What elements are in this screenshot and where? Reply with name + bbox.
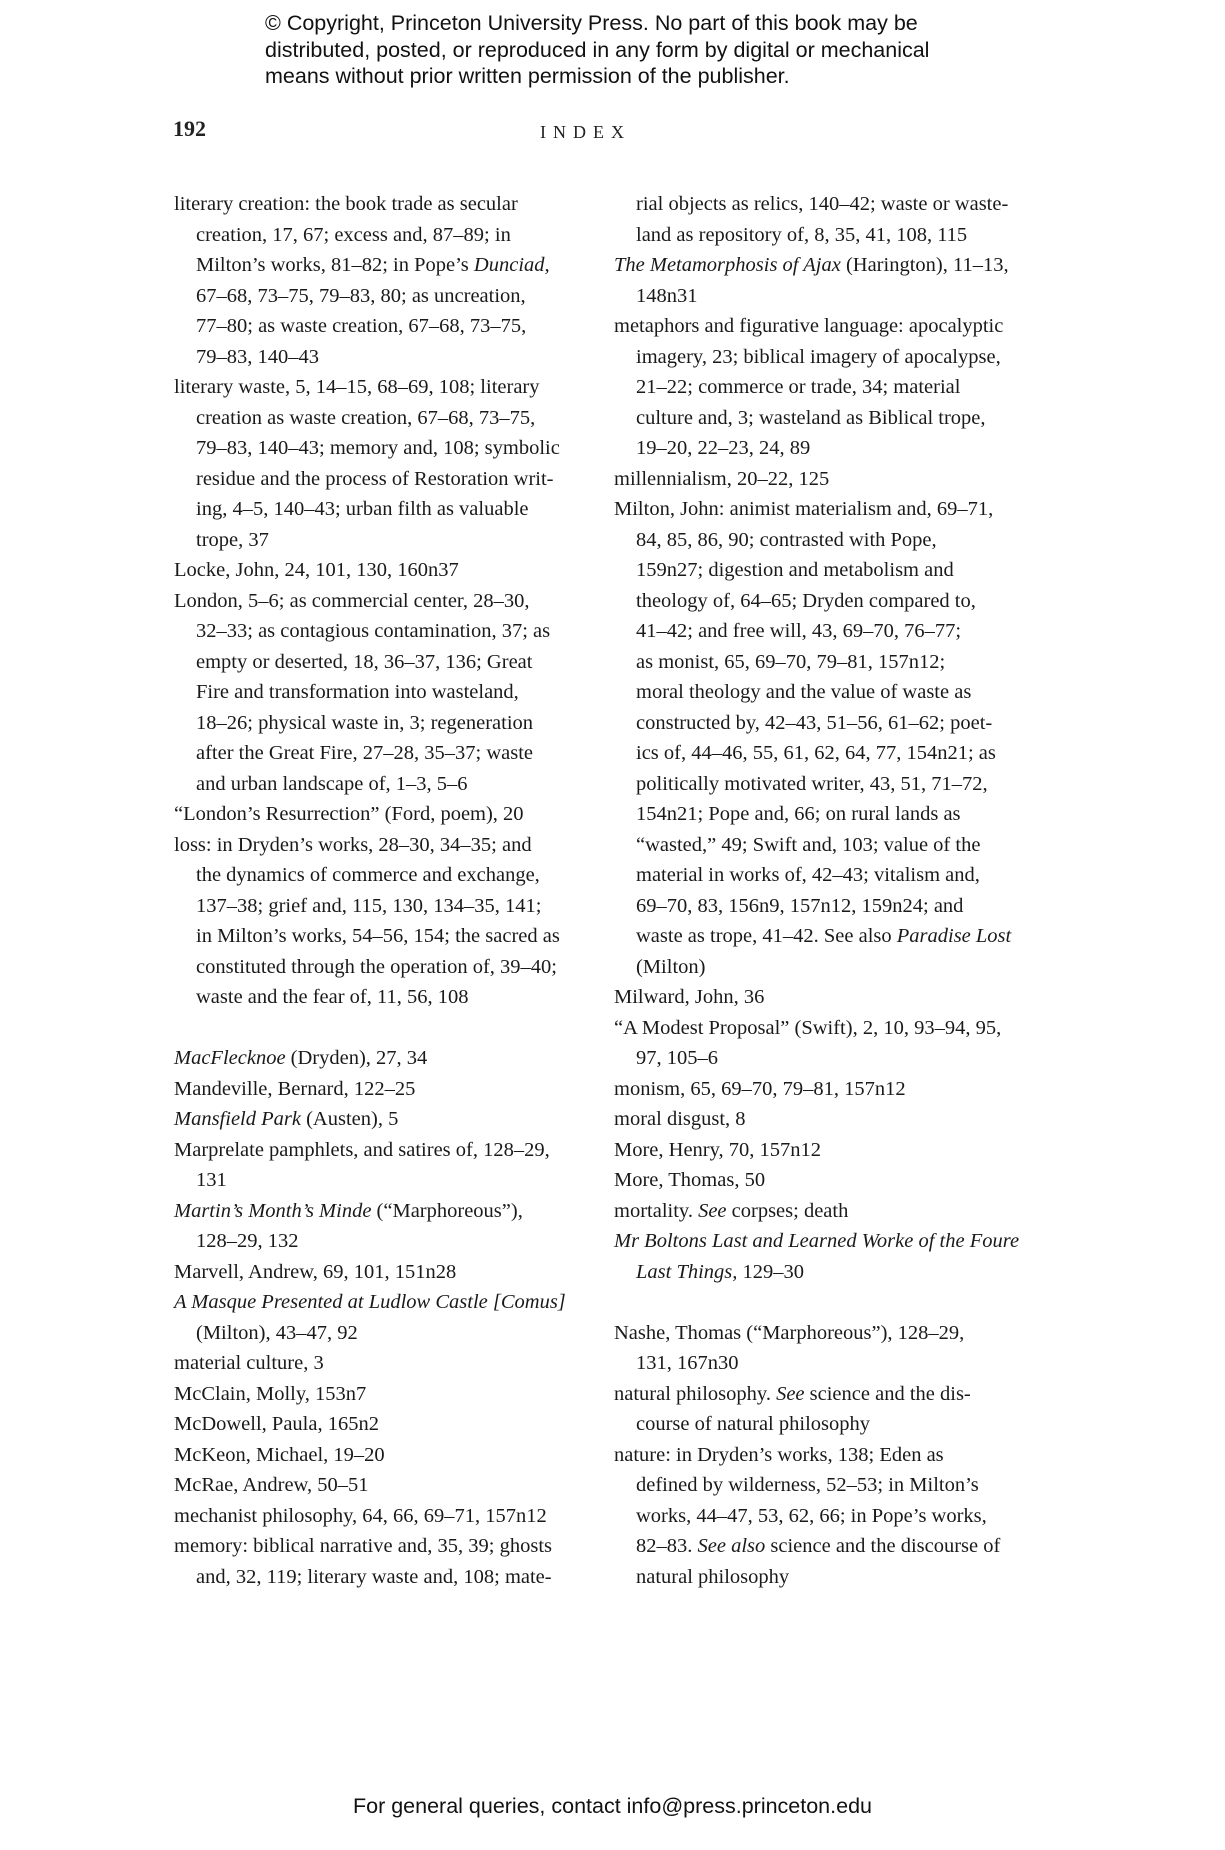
entry-line: McClain, Molly, 153n7 xyxy=(174,1382,367,1405)
entry-line: 128–29, 132 xyxy=(196,1230,299,1252)
entry-line: The Metamorphosis of Ajax (Harington), 11–13, xyxy=(614,254,1009,276)
entry-line: land as repository of, 8, 35, 41, 108, 115 xyxy=(636,223,968,246)
entry-line: and urban landscape of, 1–3, 5–6 xyxy=(196,772,468,795)
entry-line: Martin’s Month’s Minde (“Marphoreous”), xyxy=(174,1199,523,1222)
entry-line: the dynamics of commerce and exchange, xyxy=(196,864,540,886)
see-reference: See xyxy=(698,1199,727,1222)
entry-line: culture and, 3; wasteland as Biblical trope, xyxy=(636,406,986,429)
entry-line: creation, 17, 67; excess and, 87–89; in xyxy=(196,223,511,246)
entry-line: Milton, John: animist materialism and, 69–71, xyxy=(614,498,994,520)
entry-line: London, 5–6; as commercial center, 28–30, xyxy=(174,589,530,612)
see-reference: See also xyxy=(697,1535,766,1557)
entry-line: theology of, 64–65; Dryden compared to, xyxy=(636,589,976,612)
entry-line: 84, 85, 86, 90; contrasted with Pope, xyxy=(636,528,937,551)
index-entry xyxy=(174,189,614,372)
index-entry xyxy=(174,1470,614,1501)
entry-line: monism, 65, 69–70, 79–81, 157n12 xyxy=(614,1077,906,1100)
entry-line: millennialism, 20–22, 125 xyxy=(614,467,830,490)
entry-line: imagery, 23; biblical imagery of apocalypse, xyxy=(636,345,1001,368)
index-entry xyxy=(174,1531,614,1592)
entry-line: Last Things, 129–30 xyxy=(636,1260,805,1283)
entry-line: waste as trope, 41–42. See also Paradise Lost xyxy=(636,925,1012,947)
entry-line: politically motivated writer, 43, 51, 71–72, xyxy=(636,772,988,795)
index-entry-continued xyxy=(614,189,1054,250)
entry-line: constructed by, 42–43, 51–56, 61–62; poet- xyxy=(636,711,993,734)
italic-title: A Masque Presented at Ludlow Castle [Comus] xyxy=(174,1291,566,1313)
entry-line: as monist, 65, 69–70, 79–81, 157n12; xyxy=(636,650,946,673)
index-entry xyxy=(614,1379,1054,1440)
entry-line: waste and the fear of, 11, 56, 108 xyxy=(196,986,469,1008)
entry-line: nature: in Dryden’s works, 138; Eden as xyxy=(614,1443,944,1466)
index-entry xyxy=(174,1348,614,1379)
entry-line: Fire and transformation into wasteland, xyxy=(196,681,519,703)
copyright-line: © Copyright, Princeton University Press. No part of this book may be xyxy=(265,11,918,35)
entry-line: 41–42; and free will, 43, 69–70, 76–77; xyxy=(636,620,962,642)
entry-line: McRae, Andrew, 50–51 xyxy=(174,1474,369,1496)
index-entry xyxy=(174,1135,614,1196)
entry-line: after the Great Fire, 27–28, 35–37; waste xyxy=(196,742,534,764)
index-entry xyxy=(174,799,614,830)
index-entry xyxy=(174,1104,614,1135)
entry-line: works, 44–47, 53, 62, 66; in Pope’s works, xyxy=(636,1504,987,1527)
entry-line: Marprelate pamphlets, and satires of, 128–29, xyxy=(174,1138,550,1161)
entry-line: natural philosophy xyxy=(636,1565,790,1588)
entry-line: ing, 4–5, 140–43; urban filth as valuable xyxy=(196,498,529,520)
entry-line: mortality. See corpses; death xyxy=(614,1199,849,1222)
entry-line: More, Thomas, 50 xyxy=(614,1169,766,1191)
entry-line: Marvell, Andrew, 69, 101, 151n28 xyxy=(174,1260,457,1283)
entry-line: Milward, John, 36 xyxy=(614,986,765,1008)
index-entry xyxy=(614,1104,1054,1135)
entry-line: 18–26; physical waste in, 3; regeneration xyxy=(196,711,534,734)
section-gap xyxy=(174,1013,614,1044)
entry-line: (Milton), 43–47, 92 xyxy=(196,1321,358,1344)
index-entry xyxy=(614,1013,1054,1074)
entry-line: loss: in Dryden’s works, 28–30, 34–35; and xyxy=(174,833,532,856)
index-entry xyxy=(174,1043,614,1074)
entry-line: creation as waste creation, 67–68, 73–75, xyxy=(196,406,536,429)
entry-line: empty or deserted, 18, 36–37, 136; Great xyxy=(196,650,533,673)
index-entry xyxy=(614,1074,1054,1105)
entry-line: Locke, John, 24, 101, 130, 160n37 xyxy=(174,559,459,581)
entry-line: 21–22; commerce or trade, 34; material xyxy=(636,376,961,398)
entry-line: 97, 105–6 xyxy=(636,1047,718,1069)
entry-line: moral theology and the value of waste as xyxy=(636,681,972,703)
entry-line: MacFlecknoe (Dryden), 27, 34 xyxy=(174,1047,428,1069)
section-gap xyxy=(614,1287,1054,1318)
entry-line: defined by wilderness, 52–53; in Milton’s xyxy=(636,1474,979,1496)
italic-title: Mansfield Park xyxy=(174,1108,301,1130)
index-entry xyxy=(174,586,614,800)
entry-line: memory: biblical narrative and, 35, 39; ghosts xyxy=(174,1535,553,1557)
italic-title: Paradise Lost xyxy=(896,925,1012,947)
entry-line: 148n31 xyxy=(636,284,698,307)
index-entry xyxy=(174,1409,614,1440)
entry-line: Milton’s works, 81–82; in Pope’s Dunciad, xyxy=(196,254,550,276)
entry-line: 131, 167n30 xyxy=(636,1352,739,1374)
copyright-line: distributed, posted, or reproduced in any form by digital or mechanical xyxy=(265,37,930,62)
copyright-notice xyxy=(265,10,1025,90)
index-entry xyxy=(614,1226,1054,1287)
index-entry xyxy=(174,1257,614,1288)
index-entry xyxy=(174,1287,614,1348)
index-entry xyxy=(174,1440,614,1471)
entry-line: and, 32, 119; literary waste and, 108; mate- xyxy=(196,1565,552,1588)
italic-title: Mr Boltons Last and Learned Worke of the Foure xyxy=(614,1230,1020,1252)
entry-line: 32–33; as contagious contamination, 37; as xyxy=(196,620,551,642)
entry-line: “London’s Resurrection” (Ford, poem), 20 xyxy=(174,803,524,825)
copyright-line: means without prior written permission of the publisher. xyxy=(265,64,790,88)
italic-title: Martin’s Month’s Minde xyxy=(174,1199,372,1222)
entry-line: literary waste, 5, 14–15, 68–69, 108; literary xyxy=(174,376,540,398)
index-entry xyxy=(614,494,1054,982)
running-head: INDEX xyxy=(540,122,631,142)
entry-line: 19–20, 22–23, 24, 89 xyxy=(636,437,811,459)
entry-line: Mansfield Park (Austen), 5 xyxy=(174,1108,399,1130)
index-entry xyxy=(174,555,614,586)
index-entry xyxy=(174,1196,614,1257)
entry-line: McDowell, Paula, 165n2 xyxy=(174,1413,379,1435)
index-entry xyxy=(174,372,614,555)
entry-line: (Milton) xyxy=(636,955,706,978)
entry-line: literary creation: the book trade as secular xyxy=(174,193,518,215)
entry-line: moral disgust, 8 xyxy=(614,1108,746,1130)
entry-line: rial objects as relics, 140–42; waste or waste- xyxy=(636,193,1009,215)
italic-title: The Metamorphosis of Ajax xyxy=(614,254,841,276)
entry-line: metaphors and figurative language: apocalyptic xyxy=(614,315,1004,337)
entry-line: residue and the process of Restoration writ- xyxy=(196,467,554,490)
entry-line: 67–68, 73–75, 79–83, 80; as uncreation, xyxy=(196,284,526,307)
index-entry xyxy=(174,1379,614,1410)
entry-line: course of natural philosophy xyxy=(636,1413,870,1435)
entry-line: constituted through the operation of, 39–40; xyxy=(196,955,557,978)
index-column-left xyxy=(174,189,614,1592)
index-entry xyxy=(614,1135,1054,1166)
entry-line: 131 xyxy=(196,1169,227,1191)
entry-line: More, Henry, 70, 157n12 xyxy=(614,1138,822,1161)
index-entry xyxy=(614,464,1054,495)
entry-line: material culture, 3 xyxy=(174,1352,324,1374)
index-entry xyxy=(174,1501,614,1532)
italic-title: Last Things, xyxy=(636,1260,738,1283)
index-entry xyxy=(614,311,1054,464)
index-entry xyxy=(174,830,614,1013)
entry-line xyxy=(614,1226,1054,1257)
italic-title: MacFlecknoe xyxy=(174,1047,286,1069)
entry-line: 82–83. See also science and the discourse of xyxy=(636,1535,1001,1557)
italic-title: Dunciad, xyxy=(473,254,550,276)
see-reference: See xyxy=(776,1382,805,1405)
entry-line: material in works of, 42–43; vitalism and, xyxy=(636,864,980,886)
index-entry xyxy=(614,1440,1054,1593)
entry-line: “wasted,” 49; Swift and, 103; value of the xyxy=(636,833,981,856)
footer-contact: For general queries, contact info@press.princeton.edu xyxy=(352,1794,872,1818)
page-number: 192 xyxy=(173,116,206,141)
entry-line: 79–83, 140–43; memory and, 108; symbolic xyxy=(196,437,560,459)
entry-line: 77–80; as waste creation, 67–68, 73–75, xyxy=(196,315,527,337)
index-entry xyxy=(174,1074,614,1105)
index-entry xyxy=(614,1165,1054,1196)
index-entry xyxy=(614,982,1054,1013)
entry-line: 69–70, 83, 156n9, 157n12, 159n24; and xyxy=(636,894,964,917)
index-column-right xyxy=(614,189,1054,1592)
entry-line xyxy=(174,1287,614,1318)
index-entry xyxy=(614,1318,1054,1379)
entry-line: trope, 37 xyxy=(196,528,269,551)
entry-line: Nashe, Thomas (“Marphoreous”), 128–29, xyxy=(614,1321,965,1344)
entry-line: 154n21; Pope and, 66; on rural lands as xyxy=(636,803,961,825)
index-entry xyxy=(614,250,1054,311)
index-entry xyxy=(614,1196,1054,1227)
entry-line: mechanist philosophy, 64, 66, 69–71, 157n12 xyxy=(174,1504,547,1527)
entry-line: ics of, 44–46, 55, 61, 62, 64, 77, 154n21; as xyxy=(636,742,996,764)
entry-line: 79–83, 140–43 xyxy=(196,345,319,368)
entry-line: in Milton’s works, 54–56, 154; the sacred as xyxy=(196,925,560,947)
entry-line: McKeon, Michael, 19–20 xyxy=(174,1443,385,1466)
entry-line: 137–38; grief and, 115, 130, 134–35, 141; xyxy=(196,894,542,917)
entry-line: “A Modest Proposal” (Swift), 2, 10, 93–94, 95, xyxy=(614,1016,1002,1039)
entry-line: natural philosophy. See science and the dis- xyxy=(614,1382,971,1405)
entry-line: 159n27; digestion and metabolism and xyxy=(636,559,954,581)
entry-line: Mandeville, Bernard, 122–25 xyxy=(174,1077,416,1100)
